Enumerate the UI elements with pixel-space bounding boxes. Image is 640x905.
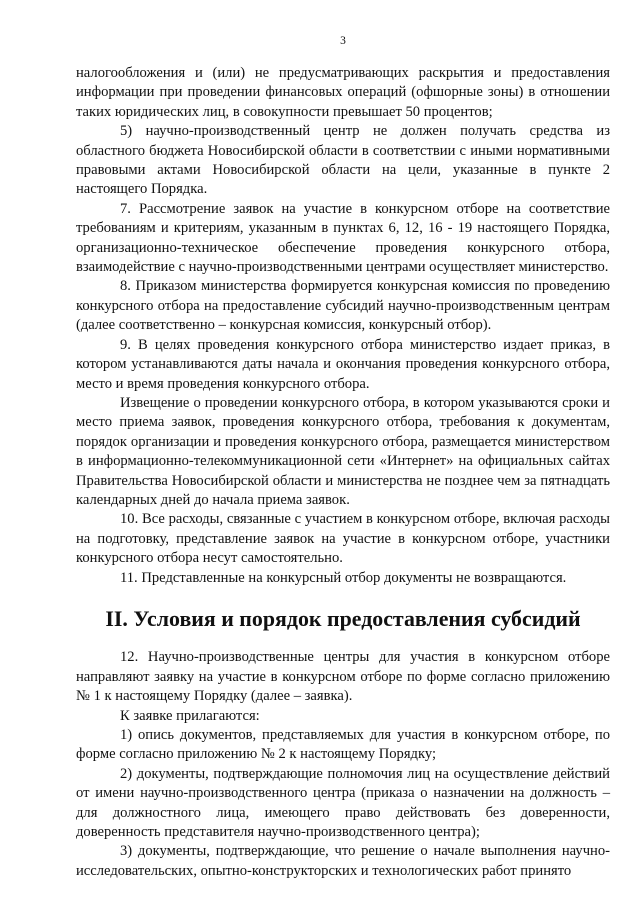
paragraph: 8. Приказом министерства формируется конкурсная комиссия по проведению конкурсного отбора на предоставление субсидий научно-производственным центрам (далее соответственно – конкурсная комиссия, конкурсный отбор). <box>76 278 610 334</box>
section-body-part-2 <box>76 648 610 881</box>
section-body-part-1 <box>76 64 610 588</box>
paragraph: 2) документы, подтверждающие полномочия лиц на осуществление действий от имени научно-производственного центра (приказа о назначении на должность – для должностного лица, имеющего право действовать без доверенности, доверенность представителя научно-производственного центра); <box>76 765 610 841</box>
page-number: 3 <box>340 35 346 47</box>
paragraph: 3) документы, подтверждающие, что решение о начале выполнения научно-исследовательских, опытно-конструкторских и технологических работ принято <box>76 843 610 879</box>
paragraph: 12. Научно-производственные центры для участия в конкурсном отборе направляют заявку на участие в конкурсном отборе по форме согласно приложению № 1 к настоящему Порядку (далее – заявка). <box>76 649 610 705</box>
paragraph: 7. Рассмотрение заявок на участие в конкурсном отборе на соответствие требованиям и критериям, указанным в пунктах 6, 12, 16 - 19 настоящего Порядка, организационно-техническое обеспечение проведения конкурсного отбора, взаимодействие с научно-производственными центрами осуществляет министерство. <box>76 200 610 276</box>
paragraph: 5) научно-производственный центр не должен получать средства из областного бюджета Новосибирской области в соответствии с иными нормативными правовыми актами Новосибирской области на цели, указанные в пункте 2 настоящего Порядка. <box>76 123 610 198</box>
paragraph: К заявке прилагаются: <box>120 707 260 724</box>
paragraph: налогообложения и (или) не предусматривающих раскрытия и предоставления информации при проведении финансовых операций (офшорные зоны) в отношении таких юридических лиц, в совокупности превышает 50 процентов; <box>76 65 610 120</box>
paragraph: Извещение о проведении конкурсного отбора, в котором указываются сроки и место приема заявок, проведения конкурсного отбора, требования к документам, порядок организации и проведения конкурсного отбора, размещается министерством в информационно-телекоммуникационной сети «Интернет» на официальных сайтах Правительства Новосибирской области и министерства не позднее чем за пятнадцать календарных дней до начала приема заявок. <box>76 394 610 508</box>
section-heading: II. Условия и порядок предоставления субсидий <box>105 605 581 631</box>
paragraph: 9. В целях проведения конкурсного отбора министерство издает приказ, в котором устанавливаются даты начала и окончания проведения конкурсного отбора, место и время проведения конкурсного отбора. <box>76 336 610 392</box>
paragraph: 10. Все расходы, связанные с участием в конкурсном отборе, включая расходы на подготовку, представление заявок на участие в конкурсном отборе, участники конкурсного отбора несут самостоятельно. <box>76 511 610 567</box>
paragraph: 1) опись документов, представляемых для участия в конкурсном отборе, по форме согласно приложению № 2 к настоящему Порядку; <box>76 727 610 763</box>
paragraph: 11. Представленные на конкурсный отбор документы не возвращаются. <box>120 569 567 586</box>
